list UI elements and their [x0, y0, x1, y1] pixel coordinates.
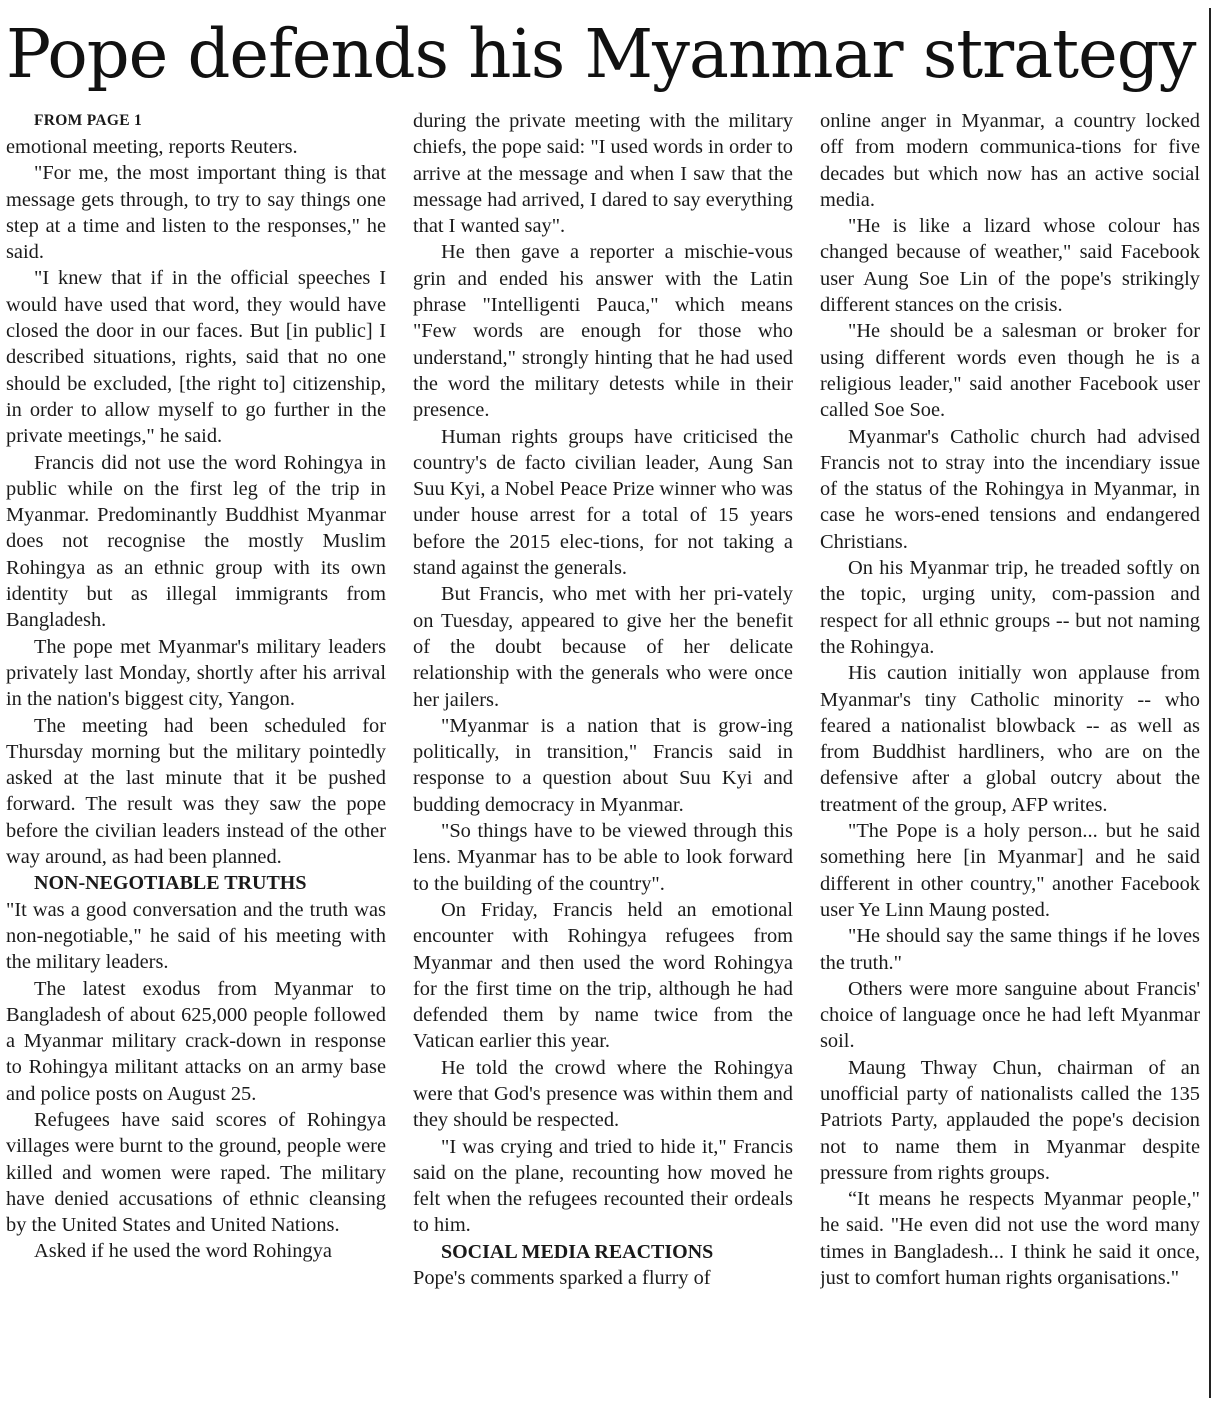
paragraph: "He should say the same things if he loves the truth."	[820, 925, 1200, 974]
paragraph: Human rights groups have criticised the country's de facto civilian leader, Aung San Suu Kyi, a Nobel Peace Prize winner who was under house arrest for a total of 15 years before the 2015 elec-tions, for not taking a stand against the generals.	[413, 425, 793, 580]
paragraph: "So things have to be viewed through this lens. Myanmar has to be able to look forward to the building of the country".	[413, 820, 793, 895]
paragraph: "I was crying and tried to hide it," Francis said on the plane, recounting how moved he felt when the refugees recounted their ordeals to him.	[413, 1135, 793, 1237]
article-column-3	[820, 108, 1200, 1402]
paragraph: “It means he respects Myanmar people," he said. "He even did not use the word many times in Bangladesh... I think he said it once, just to comfort human rights organisations."	[820, 1188, 1200, 1290]
paragraph: "He should be a salesman or broker for using different words even though he is a religious leader," said another Facebook user called Soe Soe.	[820, 320, 1200, 422]
paragraph: "He is like a lizard whose colour has changed because of weather," said Facebook user Aung Soe Lin of the pope's strikingly different stances on the crisis.	[820, 215, 1200, 317]
paragraph: "For me, the most important thing is that message gets through, to try to say things one step at a time and listen to the responses," he said.	[6, 162, 386, 264]
paragraph: "It was a good conversation and the truth was non-negotiable," he said of his meeting with the military leaders.	[6, 898, 386, 974]
paragraph: The pope met Myanmar's military leaders privately last Monday, shortly after his arrival in the nation's biggest city, Yangon.	[6, 635, 386, 711]
subheading: NON-NEGOTIABLE TRUTHS	[34, 872, 307, 895]
paragraph: Asked if he used the word Rohingya	[34, 1240, 332, 1263]
article-column-2	[413, 108, 793, 1402]
paragraph: The meeting had been scheduled for Thursday morning but the military pointedly asked at the last minute that it be pushed forward. The result was they saw the pope before the civilian leaders instead of the other way around, as had been planned.	[6, 714, 386, 869]
paragraph: He then gave a reporter a mischie-vous grin and ended his answer with the Latin phrase "Intelligenti Pauca," which means "Few words are enough for those who understand," strongly hinting that he had used the word the military detests while in their presence.	[413, 241, 793, 422]
paragraph: "Myanmar is a nation that is grow-ing politically, in transition," Francis said in response to a question about Suu Kyi and budding democracy in Myanmar.	[413, 714, 793, 816]
paragraph: Others were more sanguine about Francis' choice of language once he had left Myanmar soil.	[820, 977, 1200, 1053]
paragraph: The latest exodus from Myanmar to Bangladesh of about 625,000 people followed a Myanmar military crack-down in response to Rohingya militant attacks on an army base and police posts on August 25.	[6, 977, 386, 1105]
paragraph: His caution initially won applause from Myanmar's tiny Catholic minority -- who feared a nationalist blowback -- as well as from Buddhist hardliners, who are on the defensive after a global outcry about the treatment of the group, AFP writes.	[820, 662, 1200, 816]
paragraph: On Friday, Francis held an emotional encounter with Rohingya refugees from Myanmar and then used the word Rohingya for the first time on the trip, although he had defended them by name twice from the Vatican earlier this year.	[413, 898, 793, 1053]
kicker-from-page: FROM PAGE 1	[34, 112, 143, 129]
paragraph: Maung Thway Chun, chairman of an unofficial party of nationalists called the 135 Patriots Party, applauded the pope's decision not to name them in Myanmar despite pressure from rights groups.	[820, 1056, 1200, 1184]
paragraph: "I knew that if in the official speeches I would have used that word, they would have closed the door in our faces. But [in public] I described situations, rights, said that no one should be excluded, [the right to] citizenship, in order to allow myself to go further in the private meetings," he said.	[6, 267, 386, 448]
column-rule	[1209, 8, 1211, 1398]
paragraph: emotional meeting, reports Reuters.	[6, 136, 298, 158]
paragraph: Pope's comments sparked a flurry of	[413, 1267, 711, 1290]
paragraph: Francis did not use the word Rohingya in public while on the first leg of the trip in Myanmar. Predominantly Buddhist Myanmar does not recognise the mostly Muslim Rohingya as an ethnic group with its own identity but as illegal immigrants from Bangladesh.	[6, 451, 386, 632]
paragraph: Refugees have said scores of Rohingya villages were burnt to the ground, people were killed and women were raped. The military have denied accusations of ethnic cleansing by the United States and United Nations.	[6, 1108, 386, 1237]
paragraph: online anger in Myanmar, a country locked off from modern communica-tions for five decades but which now has an active social media.	[820, 110, 1200, 211]
headline: Pope defends his Myanmar strategy	[6, 15, 1196, 93]
paragraph: He told the crowd where the Rohingya were that God's presence was within them and they should be respected.	[413, 1056, 793, 1132]
paragraph: But Francis, who met with her pri-vately on Tuesday, appeared to give her the benefit of the doubt because of her delicate relationship with the generals who were once her jailers.	[413, 583, 793, 711]
paragraph: On his Myanmar trip, he treaded softly on the topic, urging unity, com-passion and respect for all ethnic groups -- but not naming the Rohingya.	[820, 557, 1200, 658]
subheading: SOCIAL MEDIA REACTIONS	[441, 1240, 714, 1263]
paragraph: "The Pope is a holy person... but he said something here [in Myanmar] and he said different in other country," another Facebook user Ye Linn Maung posted.	[820, 820, 1200, 921]
paragraph: Myanmar's Catholic church had advised Francis not to stray into the incendiary issue of the status of the Rohingya in Myanmar, in case he wors-ened tensions and endangered Christians.	[820, 425, 1200, 553]
paragraph: during the private meeting with the military chiefs, the pope said: "I used words in order to arrive at the message and when I saw that the message had arrived, I dared to say everything that I wanted say".	[413, 110, 793, 238]
article-column-1	[6, 108, 386, 1402]
